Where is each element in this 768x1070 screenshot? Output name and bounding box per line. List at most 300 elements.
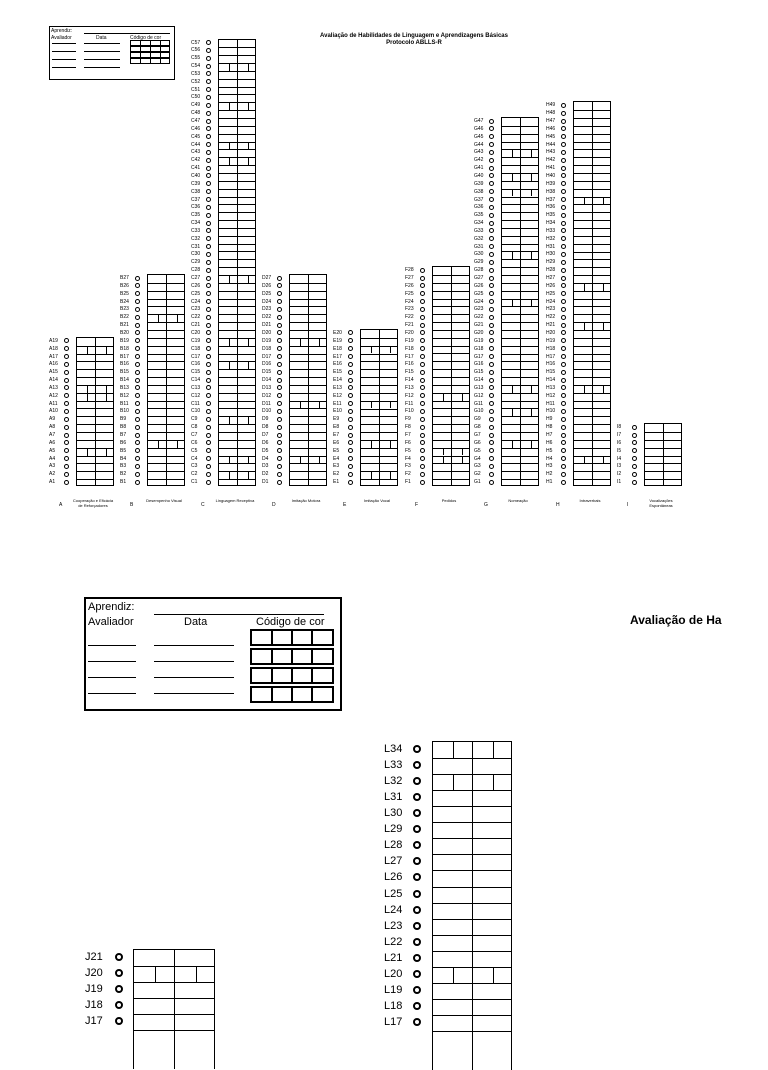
item-circle	[561, 417, 566, 422]
item-label: L21	[384, 951, 403, 964]
item-label: H27	[546, 275, 556, 281]
step-divider	[462, 393, 463, 401]
item-label: E10	[333, 408, 342, 415]
item-circle	[561, 315, 566, 320]
item-circle	[206, 87, 211, 92]
item-label: D3	[262, 463, 269, 470]
step-divider	[196, 966, 197, 982]
item-circle	[206, 417, 211, 422]
color-code-divider	[140, 53, 141, 57]
item-circle	[135, 323, 140, 328]
item-circle	[206, 448, 211, 453]
item-circle	[489, 126, 494, 131]
item-circle	[632, 472, 637, 477]
item-circle	[277, 433, 282, 438]
item-label: E15	[333, 369, 342, 376]
item-label: B20	[120, 329, 129, 336]
step-divider	[229, 275, 230, 283]
item-label: J17	[85, 1015, 103, 1028]
item-label: H29	[546, 259, 556, 266]
item-circle	[561, 464, 566, 469]
item-label: G22	[474, 314, 484, 321]
column-divider	[379, 330, 380, 485]
item-circle	[206, 48, 211, 53]
item-label: C1	[191, 479, 198, 486]
item-label: H42	[546, 157, 556, 164]
step-divider	[248, 456, 249, 464]
item-circle	[561, 401, 566, 406]
item-label: C47	[191, 118, 201, 124]
item-circle	[206, 323, 211, 328]
step-divider	[106, 448, 107, 456]
step-divider	[512, 385, 513, 393]
item-label: G31	[474, 243, 484, 250]
item-label: D20	[262, 329, 272, 336]
item-label: E5	[333, 447, 340, 454]
step-divider	[531, 299, 532, 307]
item-circle	[115, 969, 123, 977]
column-C-letter: C	[201, 502, 205, 508]
item-circle	[561, 370, 566, 375]
item-circle	[632, 456, 637, 461]
item-label: C30	[191, 251, 201, 258]
column-E-grid	[360, 329, 398, 486]
color-code-divider	[150, 59, 151, 63]
item-label: C46	[191, 125, 201, 132]
item-circle	[420, 393, 425, 398]
item-label: L31	[384, 791, 403, 804]
step-divider	[229, 361, 230, 369]
column-D-letter: D	[272, 502, 276, 508]
item-circle	[489, 252, 494, 257]
page1-header-box	[49, 26, 175, 80]
item-circle	[489, 378, 494, 383]
item-label: L25	[384, 887, 403, 900]
item-circle	[64, 425, 69, 430]
item-circle	[561, 252, 566, 257]
item-label: D2	[262, 471, 269, 478]
column-divider	[472, 742, 473, 1070]
step-divider	[390, 346, 391, 354]
item-circle	[206, 393, 211, 398]
item-circle	[561, 393, 566, 398]
column-F-grid	[432, 266, 470, 486]
item-label: C50	[191, 94, 201, 101]
item-circle	[206, 205, 211, 210]
item-circle	[489, 338, 494, 343]
item-label: C57	[191, 39, 201, 46]
item-circle	[420, 299, 425, 304]
color-code-divider	[311, 688, 313, 701]
item-label: D19	[262, 337, 272, 344]
item-label: E4	[333, 455, 340, 462]
color-code-divider	[150, 41, 151, 45]
item-label: B18	[120, 345, 129, 352]
item-circle	[489, 433, 494, 438]
step-divider	[155, 966, 156, 982]
item-circle	[561, 283, 566, 288]
page2-header-box	[84, 597, 342, 711]
item-circle	[206, 158, 211, 163]
item-label: D25	[262, 290, 272, 297]
item-label: C7	[191, 432, 198, 438]
item-circle	[489, 393, 494, 398]
item-circle	[420, 307, 425, 312]
step-divider	[453, 742, 454, 758]
item-label: H10	[546, 408, 556, 415]
step-divider	[248, 157, 249, 165]
step-divider	[106, 393, 107, 401]
item-label: C13	[191, 384, 201, 391]
item-circle	[561, 221, 566, 226]
step-divider	[371, 471, 372, 479]
column-A-grid	[76, 337, 114, 486]
item-label: F15	[405, 369, 414, 376]
item-label: C51	[191, 86, 201, 93]
item-circle	[135, 393, 140, 398]
item-circle	[206, 95, 211, 100]
step-divider	[87, 346, 88, 354]
item-label: E16	[333, 361, 342, 368]
item-label: G8	[474, 424, 481, 431]
item-circle	[206, 119, 211, 124]
item-circle	[413, 970, 421, 978]
item-circle	[277, 456, 282, 461]
item-circle	[135, 385, 140, 390]
item-circle	[115, 985, 123, 993]
item-label: B8	[120, 424, 127, 431]
item-circle	[206, 236, 211, 241]
item-circle	[561, 236, 566, 241]
item-circle	[64, 346, 69, 351]
item-circle	[489, 370, 494, 375]
item-circle	[64, 456, 69, 461]
item-circle	[489, 323, 494, 328]
item-label: A1	[49, 479, 56, 486]
item-circle	[277, 378, 282, 383]
item-circle	[206, 268, 211, 273]
item-circle	[64, 338, 69, 343]
step-divider	[512, 299, 513, 307]
item-circle	[489, 315, 494, 320]
item-circle	[489, 440, 494, 445]
item-label: G7	[474, 432, 481, 438]
item-label: A9	[49, 416, 56, 423]
item-label: A8	[49, 424, 56, 431]
item-circle	[135, 354, 140, 359]
item-label: F28	[405, 267, 414, 274]
item-label: G18	[474, 345, 484, 352]
item-label: F20	[405, 329, 414, 336]
item-circle	[561, 330, 566, 335]
item-label: C36	[191, 204, 201, 211]
item-circle	[206, 189, 211, 194]
item-circle	[277, 440, 282, 445]
column-I-grid	[644, 423, 682, 486]
item-circle	[135, 480, 140, 485]
item-circle	[489, 472, 494, 477]
step-divider	[390, 440, 391, 448]
item-label: H23	[546, 306, 556, 313]
date-line	[84, 43, 120, 44]
step-divider	[229, 471, 230, 479]
item-label: B10	[120, 408, 129, 415]
item-label: D4	[262, 455, 269, 462]
step-divider	[493, 742, 494, 758]
item-circle	[413, 809, 421, 817]
item-circle	[348, 480, 353, 485]
item-label: C40	[191, 172, 201, 179]
page1-learner-label: Aprendiz:	[51, 28, 73, 34]
item-label: F7	[405, 432, 411, 438]
item-circle	[64, 401, 69, 406]
item-circle	[489, 268, 494, 273]
j-column-grid	[133, 949, 215, 1069]
item-circle	[348, 464, 353, 469]
item-circle	[348, 425, 353, 430]
color-code-divider	[271, 631, 273, 644]
item-label: A17	[49, 353, 58, 360]
item-label: B26	[120, 282, 129, 289]
item-circle	[348, 409, 353, 414]
item-label: H16	[546, 361, 556, 368]
step-divider	[87, 393, 88, 401]
step-divider	[462, 456, 463, 464]
column-divider	[174, 950, 175, 1069]
column-divider	[95, 338, 96, 485]
item-circle	[348, 401, 353, 406]
item-circle	[561, 291, 566, 296]
item-label: F3	[405, 463, 411, 470]
item-circle	[135, 346, 140, 351]
item-circle	[420, 276, 425, 281]
item-circle	[489, 150, 494, 155]
item-circle	[277, 315, 282, 320]
item-label: G27	[474, 275, 484, 281]
step-divider	[603, 283, 604, 291]
step-divider	[493, 967, 494, 983]
item-label: G35	[474, 212, 484, 219]
item-label: F4	[405, 455, 411, 462]
item-label: E11	[333, 400, 342, 407]
item-label: C3	[191, 463, 198, 470]
item-label: L29	[384, 823, 403, 836]
item-label: E18	[333, 345, 342, 352]
item-label: G13	[474, 384, 484, 391]
item-label: C11	[191, 400, 200, 407]
item-circle	[561, 268, 566, 273]
column-divider	[451, 267, 452, 485]
item-label: G23	[474, 306, 484, 313]
item-circle	[277, 330, 282, 335]
item-circle	[277, 480, 282, 485]
item-circle	[420, 338, 425, 343]
item-label: F13	[405, 384, 414, 391]
item-label: G9	[474, 416, 481, 423]
item-circle	[489, 346, 494, 351]
item-label: G1	[474, 479, 481, 486]
item-label: B27	[120, 275, 129, 281]
item-label: H49	[546, 102, 556, 109]
item-label: E19	[333, 337, 342, 344]
item-circle	[277, 346, 282, 351]
item-circle	[277, 299, 282, 304]
color-code-divider	[140, 41, 141, 45]
item-label: D17	[262, 353, 272, 360]
item-circle	[206, 166, 211, 171]
item-label: C20	[191, 329, 201, 336]
item-circle	[413, 873, 421, 881]
item-circle	[561, 440, 566, 445]
item-label: F21	[405, 322, 414, 329]
item-circle	[489, 464, 494, 469]
item-label: G33	[474, 227, 484, 234]
step-divider	[512, 408, 513, 416]
step-divider	[300, 456, 301, 464]
column-E-name: Imitação Vocal	[363, 498, 390, 503]
step-divider	[229, 102, 230, 110]
page1-date-label: Data	[96, 35, 107, 41]
color-code-divider	[271, 669, 273, 682]
item-label: C44	[191, 141, 201, 148]
step-divider	[229, 416, 230, 424]
item-circle	[561, 189, 566, 194]
date-line	[84, 51, 120, 52]
item-label: E20	[333, 329, 342, 336]
column-G-grid	[501, 117, 539, 486]
item-circle	[561, 362, 566, 367]
item-label: D6	[262, 439, 269, 446]
item-label: D12	[262, 392, 272, 399]
item-label: G32	[474, 235, 484, 242]
color-code-divider	[140, 47, 141, 51]
item-circle	[64, 378, 69, 383]
item-label: F23	[405, 306, 414, 313]
column-I-name: Vocalizações Espontâneas	[649, 498, 673, 508]
assessor-line	[88, 693, 136, 694]
item-circle	[413, 954, 421, 962]
item-label: B16	[120, 361, 129, 368]
item-label: G17	[474, 353, 484, 360]
item-circle	[348, 393, 353, 398]
item-label: D18	[262, 345, 272, 352]
item-circle	[64, 409, 69, 414]
item-label: D23	[262, 306, 272, 313]
column-I-letter: I	[627, 502, 629, 508]
item-label: I8	[617, 424, 622, 431]
item-circle	[135, 315, 140, 320]
item-label: H21	[546, 322, 556, 329]
item-label: F2	[405, 471, 411, 478]
item-label: C48	[191, 110, 201, 117]
item-circle	[489, 425, 494, 430]
item-label: H25	[546, 290, 556, 297]
item-label: J19	[85, 983, 103, 996]
item-label: C39	[191, 180, 201, 187]
item-label: L18	[384, 999, 403, 1012]
item-label: B6	[120, 439, 127, 446]
column-H-grid	[573, 101, 611, 486]
column-F-name: Pedidos	[441, 498, 457, 503]
item-label: L26	[384, 871, 403, 884]
item-label: C29	[191, 259, 201, 266]
color-code-row	[250, 686, 334, 703]
item-label: D16	[262, 361, 272, 368]
item-circle	[206, 150, 211, 155]
item-circle	[135, 370, 140, 375]
item-label: C33	[191, 227, 201, 234]
item-circle	[561, 276, 566, 281]
item-label: D11	[262, 400, 271, 407]
item-label: E7	[333, 432, 340, 438]
item-circle	[206, 401, 211, 406]
item-circle	[489, 119, 494, 124]
step-divider	[248, 63, 249, 71]
item-circle	[420, 417, 425, 422]
step-divider	[87, 448, 88, 456]
item-label: D8	[262, 424, 269, 431]
item-circle	[135, 338, 140, 343]
item-circle	[489, 244, 494, 249]
item-label: C5	[191, 447, 198, 454]
item-circle	[206, 456, 211, 461]
item-label: G14	[474, 377, 484, 383]
item-circle	[561, 425, 566, 430]
item-label: A10	[49, 408, 58, 415]
item-circle	[420, 480, 425, 485]
item-label: A16	[49, 361, 58, 368]
assessor-line	[88, 645, 136, 646]
item-label: C18	[191, 345, 201, 352]
item-label: H14	[546, 377, 556, 383]
item-circle	[561, 448, 566, 453]
item-label: A3	[49, 463, 56, 470]
item-circle	[561, 299, 566, 304]
item-label: H37	[546, 196, 556, 203]
item-circle	[64, 393, 69, 398]
color-code-divider	[291, 669, 293, 682]
step-divider	[512, 440, 513, 448]
item-circle	[420, 283, 425, 288]
color-code-divider	[271, 650, 273, 663]
item-label: H40	[546, 172, 556, 179]
item-circle	[413, 761, 421, 769]
item-circle	[632, 464, 637, 469]
item-circle	[413, 825, 421, 833]
item-label: G20	[474, 329, 484, 336]
item-label: B11	[120, 400, 129, 407]
item-label: H33	[546, 227, 556, 234]
item-circle	[561, 307, 566, 312]
item-label: B5	[120, 447, 127, 454]
item-label: H5	[546, 447, 553, 454]
item-circle	[115, 953, 123, 961]
step-divider	[603, 197, 604, 205]
item-circle	[206, 260, 211, 265]
date-line	[154, 677, 234, 678]
item-circle	[561, 260, 566, 265]
item-circle	[206, 440, 211, 445]
item-circle	[348, 370, 353, 375]
item-circle	[206, 425, 211, 430]
item-circle	[420, 401, 425, 406]
step-divider	[177, 440, 178, 448]
item-label: A14	[49, 377, 58, 383]
item-label: L27	[384, 855, 403, 868]
date-line	[154, 661, 234, 662]
item-label: A11	[49, 400, 58, 407]
color-code-divider	[311, 669, 313, 682]
